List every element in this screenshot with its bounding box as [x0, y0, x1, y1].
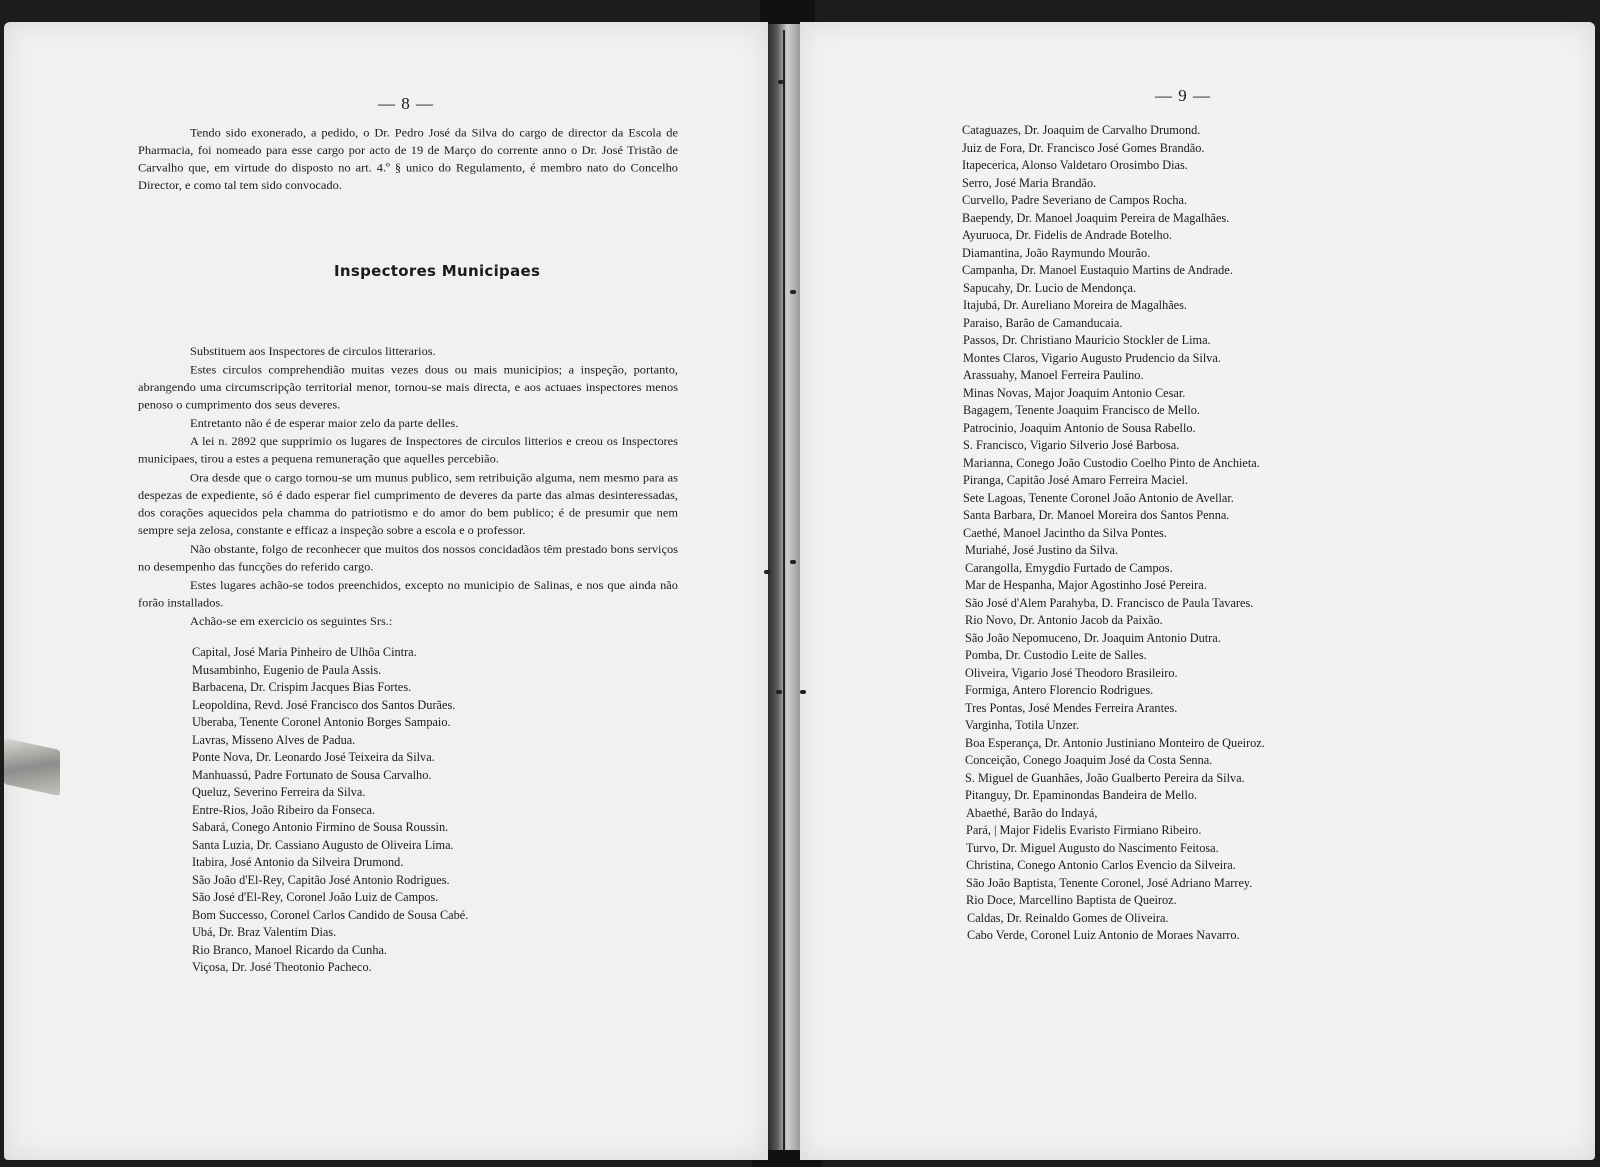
list-item: Formiga, Antero Florencio Rodrigues.	[965, 683, 1154, 697]
paragraph: Entretanto não é de esperar maior zelo da parte delles.	[190, 416, 459, 430]
list-item: São José d'El-Rey, Coronel João Luiz de Campos.	[192, 890, 439, 904]
binding-mark	[790, 560, 796, 564]
binding-mark	[778, 80, 784, 84]
list-item: Ayuruoca, Dr. Fidelis de Andrade Botelho.	[962, 228, 1172, 242]
list-item: Itabira, José Antonio da Silveira Drumond.	[192, 855, 404, 869]
list-item: Turvo, Dr. Miguel Augusto do Nascimento Feitosa.	[966, 840, 1219, 855]
list-item: Marianna, Conego João Custodio Coelho Pinto de Anchieta.	[963, 455, 1260, 470]
list-item: Viçosa, Dr. José Theotonio Pacheco.	[192, 960, 372, 974]
list-item: Manhuassú, Padre Fortunato de Sousa Carvalho.	[192, 767, 432, 782]
list-item: Paraiso, Barão de Camanducaia.	[963, 315, 1123, 330]
list-item: Rio Doce, Marcellino Baptista de Queiroz.	[966, 893, 1177, 907]
list-item: Abaethé, Barão do Indayá,	[966, 805, 1098, 820]
list-item: São José d'Alem Parahyba, D. Francisco de Paula Tavares.	[965, 595, 1254, 610]
list-item: Piranga, Capitão José Amaro Ferreira Maciel.	[963, 473, 1189, 487]
list-item: Passos, Dr. Christiano Mauricio Stockler de Lima.	[963, 333, 1211, 347]
list-item: Serro, José Maria Brandão.	[962, 175, 1097, 190]
list-item: São João Baptista, Tenente Coronel, José Adriano Marrey.	[966, 875, 1253, 890]
page-number: — 9 —	[1155, 86, 1211, 105]
list-item: Santa Barbara, Dr. Manoel Moreira dos Santos Penna.	[963, 508, 1230, 522]
list-item: Pará, | Major Fidelis Evaristo Firmiano Ribeiro.	[966, 823, 1202, 837]
binding-mark	[764, 570, 770, 574]
list-item: Leopoldina, Revd. José Francisco dos Santos Durães.	[192, 697, 456, 712]
list-item: Diamantina, João Raymundo Mourão.	[962, 245, 1151, 260]
list-item: Patrocinio, Joaquim Antonio de Sousa Rabello.	[963, 420, 1196, 435]
list-item: Queluz, Severino Ferreira da Silva.	[192, 785, 366, 799]
list-item: Christina, Conego Antonio Carlos Evencio da Silveira.	[966, 858, 1236, 872]
list-item: Boa Esperança, Dr. Antonio Justiniano Monteiro de Queiroz.	[965, 735, 1265, 750]
list-item: Sabará, Conego Antonio Firmino de Sousa Roussin.	[192, 820, 449, 834]
paragraph: Ora desde que o cargo tornou-se um munus publico, sem retribuição alguma, nem mesmo para as despezas de expediente, só é dado esperar fiel cumprimento de deveres da parte das almas desinteressadas, dos corações aquecidos pela chamma do patriotismo e do amor do bem publico; é de presumir que nem sempre seja zelosa, constante e efficaz a inspeção sobre a escola e o professor.	[138, 471, 678, 537]
binding-mark	[776, 690, 782, 694]
list-item: Carangolla, Emygdio Furtado de Campos.	[965, 560, 1173, 575]
list-item: Pitanguy, Dr. Epaminondas Bandeira de Mello.	[965, 788, 1198, 802]
list-item: Musambinho, Eugenio de Paula Assis.	[192, 662, 382, 677]
list-item: Bom Successo, Coronel Carlos Candido de Sousa Cabé.	[192, 907, 469, 922]
intro-paragraph: Tendo sido exonerado, a pedido, o Dr. Pedro José da Silva do cargo de director da Escola de Pharmacia, foi nomeado para esse cargo por acto de 19 de Março do corrente anno o Dr. José Tristão de Carvalho que, em virtude do disposto no art. 4.º § unico do Regulamento, é membro nato do Concelho Director, e como tal tem sido convocado.	[138, 126, 678, 192]
list-item: Baependy, Dr. Manoel Joaquim Pereira de Magalhães.	[962, 210, 1230, 225]
list-item: Tres Pontas, José Mendes Ferreira Arantes.	[965, 700, 1178, 715]
list-item: Cabo Verde, Coronel Luiz Antonio de Moraes Navarro.	[967, 928, 1240, 942]
list-item: Ubá, Dr. Braz Valentim Dias.	[192, 925, 337, 939]
inspector-list-continued	[962, 122, 1265, 945]
list-item: Itajubá, Dr. Aureliano Moreira de Magalhães.	[963, 298, 1187, 312]
list-item: S. Miguel de Guanhães, João Gualberto Pereira da Silva.	[965, 770, 1245, 785]
paragraph: Substituem aos Inspectores de circulos litterarios.	[190, 344, 436, 358]
list-item: Muriahé, José Justino da Silva.	[965, 543, 1119, 557]
list-item: Pomba, Dr. Custodio Leite de Salles.	[965, 648, 1147, 662]
list-item: Ponte Nova, Dr. Leonardo José Teixeira da Silva.	[192, 750, 435, 764]
list-item: Itapecerica, Alonso Valdetaro Orosimbo Dias.	[962, 158, 1188, 172]
left-page	[4, 22, 768, 1160]
list-item: Minas Novas, Major Joaquim Antonio Cesar.	[963, 385, 1186, 400]
list-item: Entre-Rios, João Ribeiro da Fonseca.	[192, 802, 376, 817]
list-item: Sapucahy, Dr. Lucio de Mendonça.	[963, 280, 1137, 295]
adhesive-tape	[4, 738, 60, 796]
list-item: Capital, José Maria Pinheiro de Ulhôa Cintra.	[192, 645, 417, 659]
paragraph: Estes circulos comprehendião muitas vezes dous ou mais municipios; a inspeção, portanto, abrangendo uma circumscripção territorial menor, tornou-se mais directa, e aos actuaes inspectores menos penoso o cumprimento dos seus deveres.	[138, 362, 678, 412]
section-title: Inspectores Municipaes	[334, 262, 541, 280]
list-item: Sete Lagoas, Tenente Coronel João Antonio de Avellar.	[963, 490, 1234, 505]
list-item: Lavras, Misseno Alves de Padua.	[192, 732, 356, 747]
body-text	[138, 342, 678, 630]
paragraph: Não obstante, folgo de reconhecer que muitos dos nossos concidadãos têm prestado bons serviços no desempenho das funcções do referido cargo.	[138, 542, 678, 574]
list-item: Varginha, Totila Unzer.	[965, 718, 1080, 732]
list-item: Uberaba, Tenente Coronel Antonio Borges Sampaio.	[192, 715, 451, 729]
list-item: Juiz de Fora, Dr. Francisco José Gomes Brandão.	[962, 140, 1205, 155]
list-item: S. Francisco, Vigario Silverio José Barbosa.	[963, 438, 1180, 452]
list-item: Barbacena, Dr. Crispim Jacques Bias Fortes.	[192, 680, 412, 694]
list-item: São João Nepomuceno, Dr. Joaquim Antonio Dutra.	[965, 630, 1221, 645]
paragraph: Achão-se em exercicio os seguintes Srs.:	[190, 614, 393, 628]
list-item: Bagagem, Tenente Joaquim Francisco de Mello.	[963, 403, 1200, 417]
paragraph: Estes lugares achão-se todos preenchidos, excepto no municipio de Salinas, e nos que ainda não forão installados.	[138, 578, 678, 610]
binding-clip-top	[760, 0, 815, 24]
list-item: Montes Claros, Vigario Augusto Prudencio da Silva.	[963, 350, 1221, 365]
list-item: Conceição, Conego Joaquim José da Costa Senna.	[965, 753, 1213, 767]
spine-line	[783, 30, 785, 1150]
list-item: Oliveira, Vigario José Theodoro Brasileiro.	[965, 665, 1178, 680]
binding-mark	[790, 290, 796, 294]
paragraph: A lei n. 2892 que supprimio os lugares de Inspectores de circulos litterios e creou os Inspectores municipaes, tirou a estes a pequena remuneração que aquelles percebião.	[138, 434, 678, 466]
list-item: Caethé, Manoel Jacintho da Silva Pontes.	[963, 525, 1167, 540]
list-item: São João d'El-Rey, Capitão José Antonio Rodrigues.	[192, 872, 450, 887]
list-item: Cataguazes, Dr. Joaquim de Carvalho Drumond.	[962, 123, 1201, 137]
list-item: Mar de Hespanha, Major Agostinho José Pereira.	[965, 578, 1207, 592]
binding-mark	[800, 690, 806, 694]
list-item: Caldas, Dr. Reinaldo Gomes de Oliveira.	[967, 910, 1169, 925]
list-item: Campanha, Dr. Manoel Eustaquio Martins de Andrade.	[962, 263, 1233, 277]
list-item: Arassuahy, Manoel Ferreira Paulino.	[963, 368, 1144, 382]
page-number: — 8 —	[378, 94, 434, 113]
list-item: Rio Branco, Manoel Ricardo da Cunha.	[192, 942, 387, 957]
list-item: Rio Novo, Dr. Antonio Jacob da Paixão.	[965, 613, 1163, 627]
list-item: Curvello, Padre Severiano de Campos Rocha.	[962, 193, 1188, 207]
list-item: Santa Luzia, Dr. Cassiano Augusto de Oliveira Lima.	[192, 837, 454, 852]
inspector-list	[192, 644, 468, 977]
